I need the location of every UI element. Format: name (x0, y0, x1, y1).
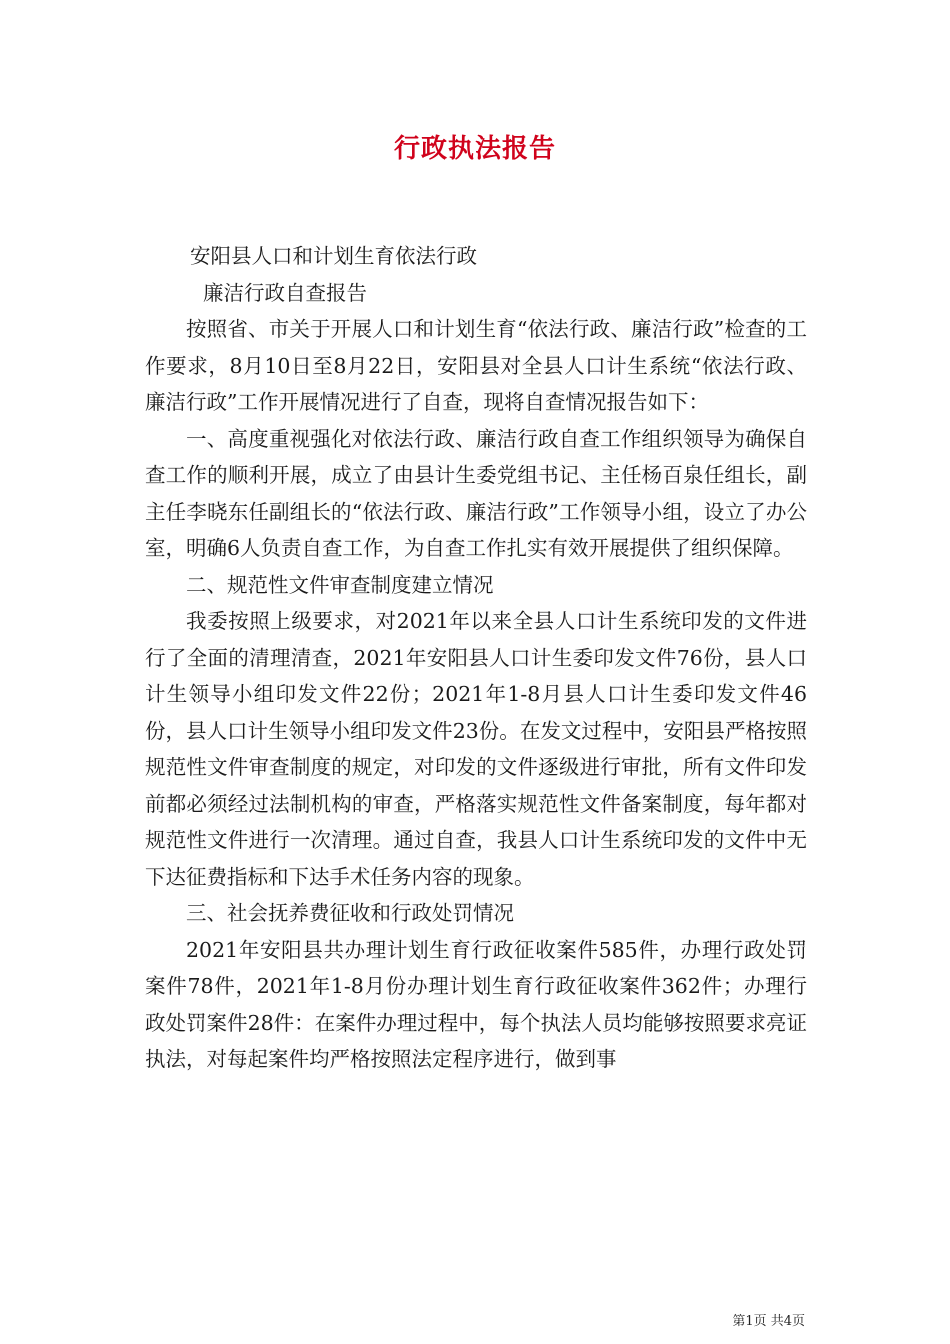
paragraph-section-2: 我委按照上级要求，对2021年以来全县人口计生系统印发的文件进行了全面的清理清查，2021年安阳县人口计生委印发文件76份，县人口计生领导小组印发文件22份；2021年1-8月县人口计生委印发文件46份，县人口计生领导小组印发文件23份。在发文过程中，安阳县严格按照规范性文件审查制度的规定，对印发的文件逐级进行审批，所有文件印发前都必须经过法制机构的审查，严格落实规范性文件备案制度，每年都对规范性文件进行一次清理。通过自查，我县人口计生系统印发的文件中无下达征费指标和下达手术任务内容的现象。 (145, 609, 807, 889)
document-body (145, 238, 807, 1078)
paragraph-section-1: 一、高度重视强化对依法行政、廉洁行政自查工作组织领导为确保自查工作的顺利开展，成立了由县计生委党组书记、主任杨百泉任组长，副主任李晓东任副组长的“依法行政、廉洁行政”工作领导小组，设立了办公室，明确6人负责自查工作，为自查工作扎实有效开展提供了组织保障。 (145, 426, 807, 560)
paragraph-section-3: 2021年安阳县共办理计划生育行政征收案件585件，办理行政处罚案件78件，2021年1-8月份办理计划生育行政征收案件362件；办理行政处罚案件28件：在案件办理过程中，每个执法人员均能够按照要求亮证执法，对每起案件均严格按照法定程序进行，做到事 (145, 937, 807, 1071)
paragraph-intro: 按照省、市关于开展人口和计划生育“依法行政、廉洁行政”检查的工作要求，8月10日至8月22日，安阳县对全县人口计生系统“依法行政、廉洁行政”工作开展情况进行了自查，现将自查情况报告如下： (145, 317, 807, 414)
subtitle-line-1: 安阳县人口和计划生育依法行政 (190, 244, 477, 268)
heading-section-2: 二、规范性文件审查制度建立情况 (186, 572, 494, 597)
page-number: 第1页 共4页 (732, 1314, 805, 1329)
document-title: 行政执法报告 (393, 134, 556, 164)
subtitle-line-2: 廉洁行政自查报告 (203, 280, 367, 305)
heading-section-3: 三、社会抚养费征收和行政处罚情况 (186, 901, 514, 925)
